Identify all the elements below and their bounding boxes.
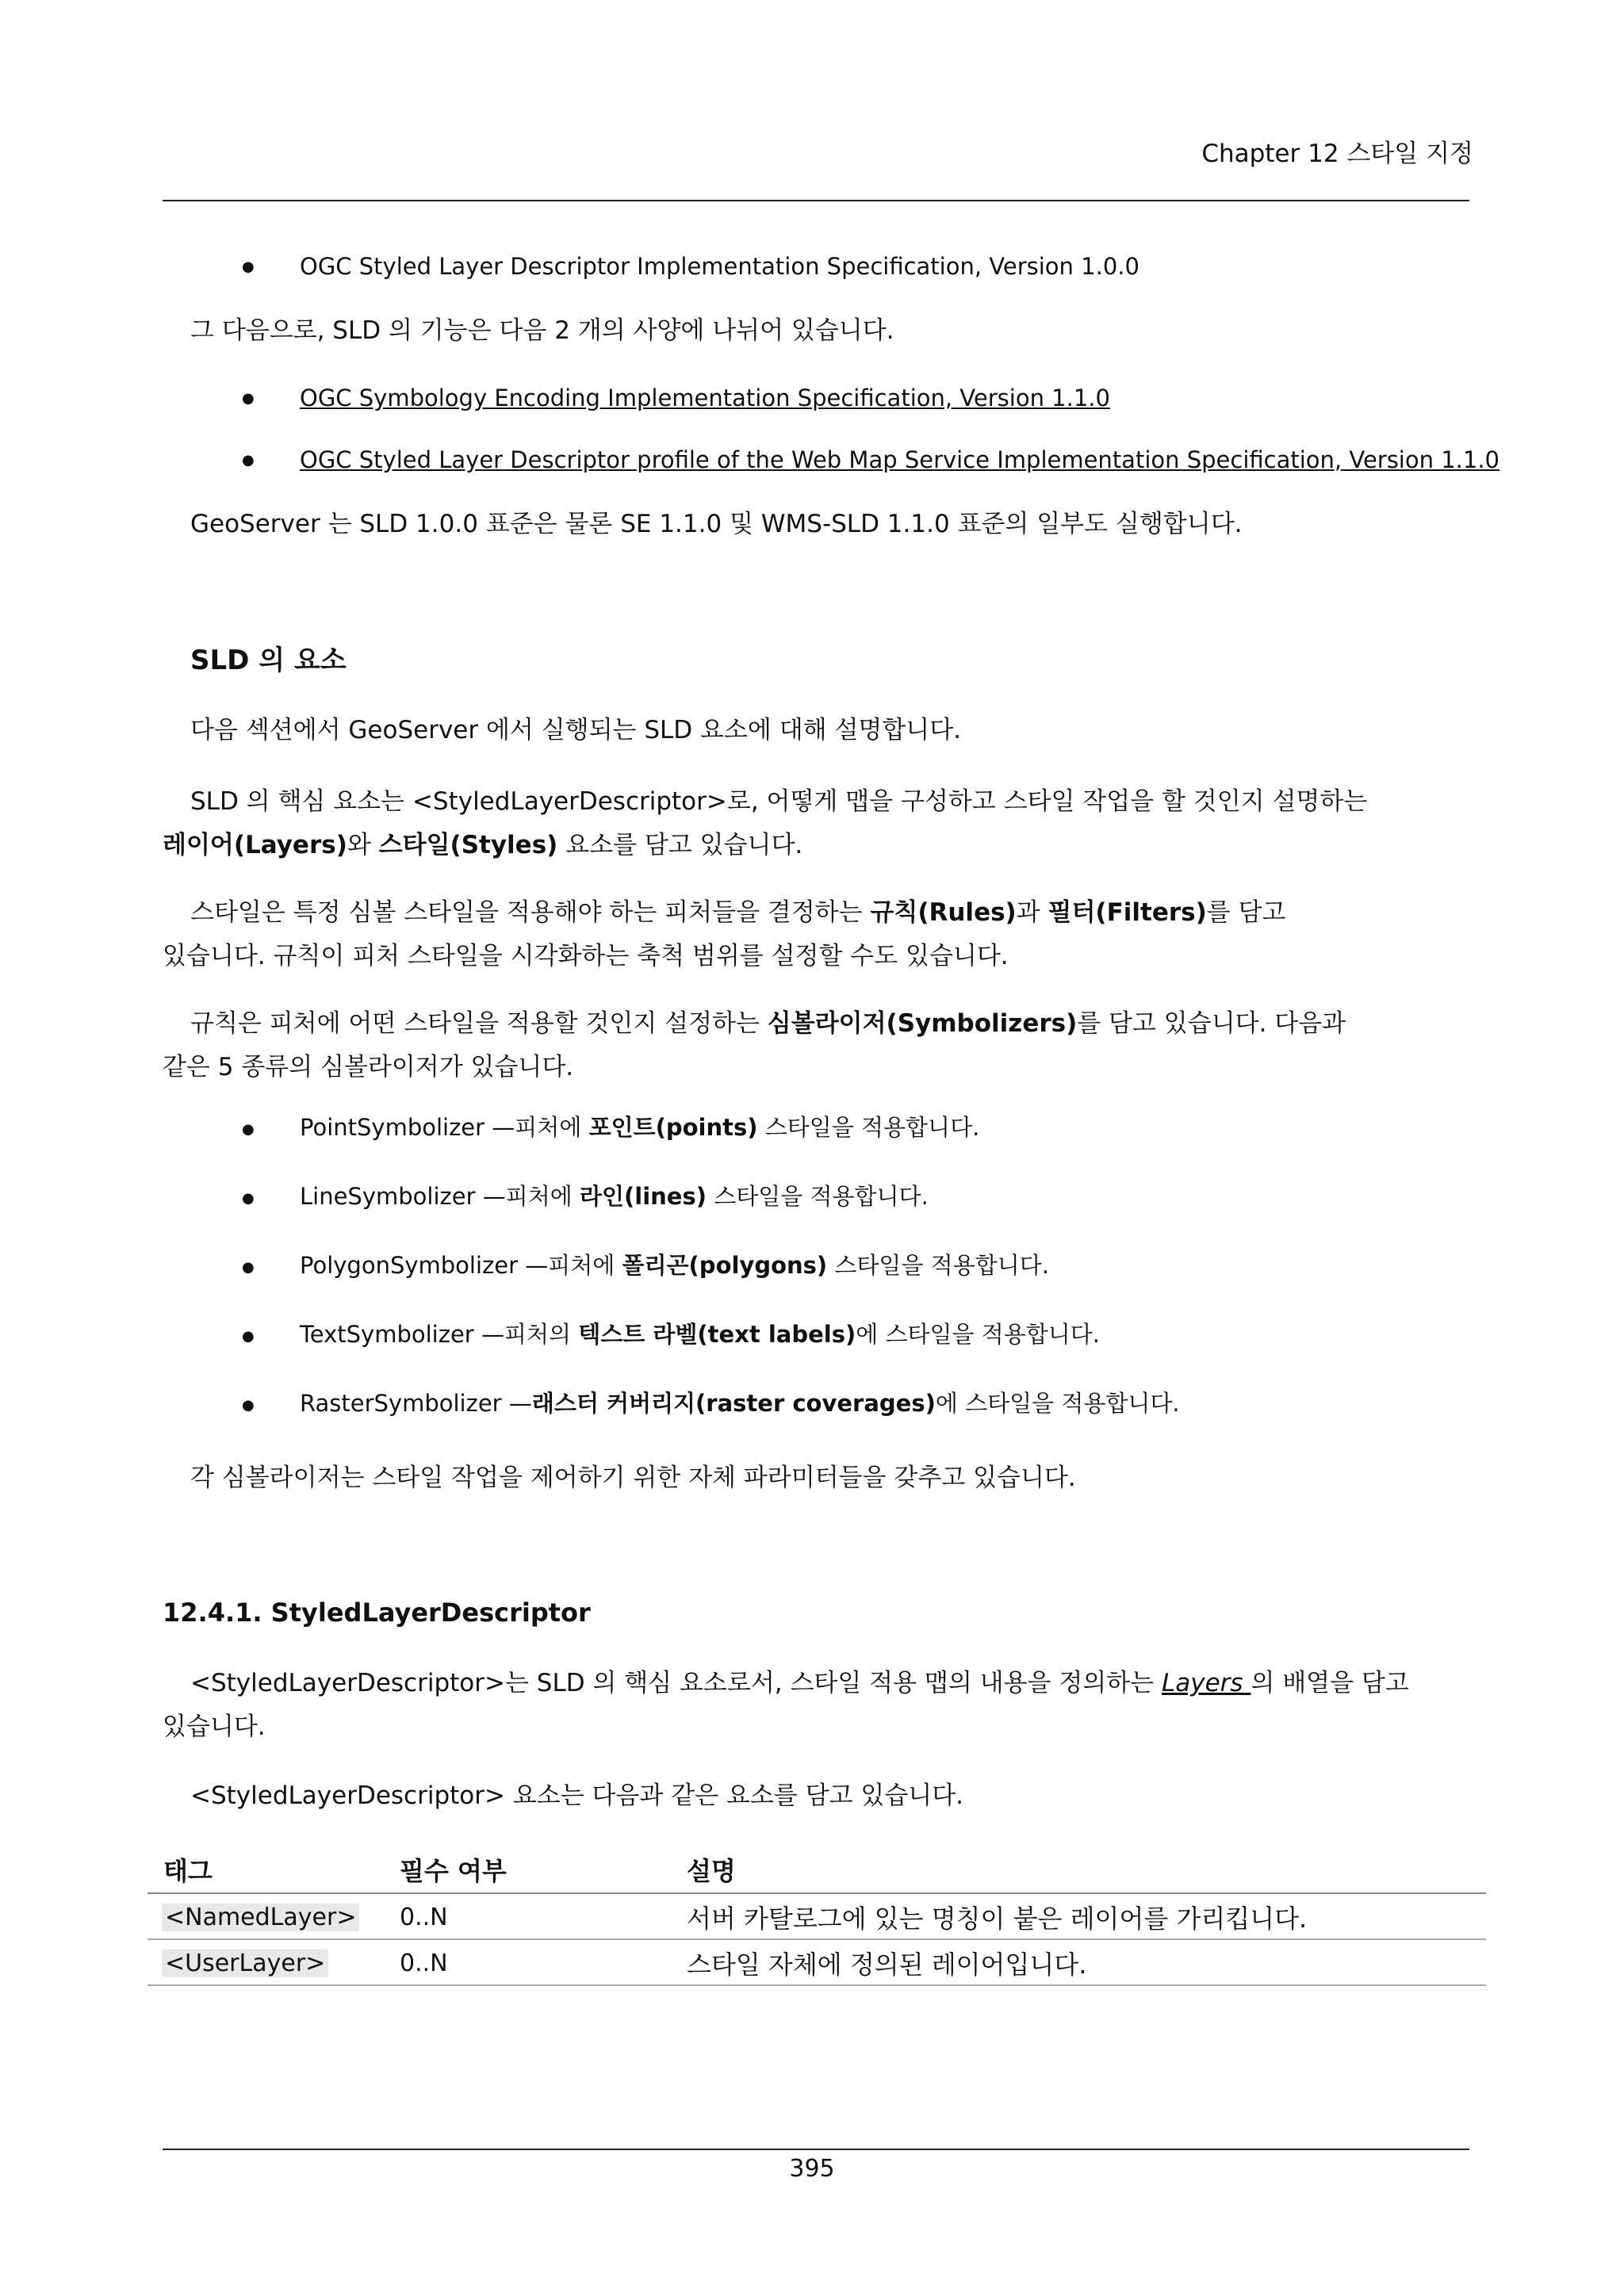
sld-core-line1: SLD 의 핵심 요소는 <StyledLayerDescriptor>로, 어떻게 맵을 구성하고 스타일 작업을 할 것인지 설명하는 — [190, 787, 1368, 816]
symbolizer-item: PolygonSymbolizer —피처에 폴리곤(polygons) 스타일을 적용합니다. — [300, 1252, 1049, 1279]
symbolizer-item: TextSymbolizer —피처의 텍스트 라벨(text labels)에 스타일을 적용합니다. — [300, 1321, 1101, 1348]
table-bottom-rule — [147, 1984, 1486, 1986]
table-row-rule — [147, 1938, 1486, 1940]
symbolizer-item: PointSymbolizer —피처에 포인트(points) 스타일을 적용합니다. — [300, 1114, 980, 1141]
sld-element-line2: 있습니다. — [163, 1712, 266, 1741]
sld-element-intro: <StyledLayerDescriptor> 요소는 다음과 같은 요소를 담고 있습니다. — [190, 1781, 964, 1810]
bullet-dot: ● — [242, 1121, 255, 1138]
sld-element-line1: <StyledLayerDescriptor>는 SLD 의 핵심 요소로서, 스타일 적용 맵의 내용을 정의하는 Layers 의 배열을 담고 — [190, 1669, 1409, 1697]
section-intro-paragraph: 다음 섹션에서 GeoServer 에서 실행되는 SLD 요소에 대해 설명합니다. — [190, 716, 962, 744]
subsection-heading: 12.4.1. StyledLayerDescriptor — [163, 1598, 591, 1628]
intro-bullet-text: OGC Styled Layer Descriptor Implementation Specification, Version 1.0.0 — [300, 253, 1139, 280]
symbolizer-item: RasterSymbolizer —래스터 커버리지(raster coverages)에 스타일을 적용합니다. — [300, 1390, 1180, 1417]
bold-term-styles: 스타일(Styles) — [378, 831, 558, 859]
bullet-dot: ● — [242, 1397, 255, 1414]
spec-link-sld-profile[interactable]: OGC Styled Layer Descriptor profile of the Web Map Service Implementation Specification, Version 1.1.0 — [300, 446, 1500, 473]
bold-term-layers: 레이어(Layers) — [163, 831, 347, 859]
chapter-header: Chapter 12 스타일 지정 — [1201, 140, 1473, 168]
table-header-description: 설명 — [687, 1856, 736, 1886]
table-cell-tag: <UserLayer> — [162, 1950, 328, 1977]
table-header-tag: 태그 — [163, 1856, 213, 1886]
table-cell-description: 스타일 자체에 정의된 레이어입니다. — [687, 1950, 1087, 1980]
rules-paragraph-line2: 같은 5 종류의 심볼라이저가 있습니다. — [163, 1053, 574, 1081]
table-cell-required: 0..N — [400, 1904, 448, 1931]
page-number: 395 — [789, 2155, 835, 2183]
spec-link-symbology[interactable]: OGC Symbology Encoding Implementation Specification, Version 1.1.0 — [300, 385, 1110, 411]
layers-link[interactable]: Layers — [1161, 1669, 1251, 1697]
styles-paragraph-line2: 있습니다. 규칙이 피처 스타일을 시각화하는 축척 범위를 설정할 수도 있습니다. — [163, 942, 1009, 970]
bold-term-filters: 필터(Filters) — [1048, 898, 1207, 927]
sld-core-line2: 레이어(Layers)와 스타일(Styles) 요소를 담고 있습니다. — [163, 831, 803, 859]
bullet-dot: ● — [242, 1328, 255, 1345]
spec-intro-paragraph: 그 다음으로, SLD 의 기능은 다음 2 개의 사양에 나뉘어 있습니다. — [190, 316, 894, 345]
rules-paragraph-line1: 규칙은 피처에 어떤 스타일을 적용할 것인지 설정하는 심볼라이저(Symbolizers)를 담고 있습니다. 다음과 — [190, 1009, 1346, 1038]
table-cell-description: 서버 카탈로그에 있는 명칭이 붙은 레이어를 가리킵니다. — [687, 1904, 1308, 1934]
section-heading: SLD 의 요소 — [190, 645, 347, 676]
footer-rule — [163, 2149, 1469, 2150]
bullet-dot: ● — [242, 1259, 255, 1276]
bold-term-symbolizers: 심볼라이저(Symbolizers) — [767, 1009, 1078, 1038]
bullet-dot: ● — [242, 258, 255, 275]
table-header-required: 필수 여부 — [400, 1856, 507, 1886]
bullet-dot: ● — [242, 1190, 255, 1207]
table-cell-tag: <NamedLayer> — [162, 1904, 359, 1931]
table-header-rule — [147, 1892, 1486, 1894]
bullet-dot: ● — [242, 390, 255, 407]
symbolizer-item: LineSymbolizer —피처에 라인(lines) 스타일을 적용합니다. — [300, 1183, 929, 1210]
header-rule — [163, 200, 1469, 201]
table-cell-required: 0..N — [400, 1950, 448, 1977]
bullet-dot: ● — [242, 452, 255, 469]
bold-term-rules: 규칙(Rules) — [870, 898, 1017, 927]
styles-paragraph-line1: 스타일은 특정 심볼 스타일을 적용해야 하는 피처들을 결정하는 규칙(Rules)과 필터(Filters)를 담고 — [190, 898, 1286, 927]
closing-paragraph: 각 심볼라이저는 스타일 작업을 제어하기 위한 자체 파라미터들을 갖추고 있습니다. — [190, 1464, 1076, 1492]
geoserver-paragraph: GeoServer 는 SLD 1.0.0 표준은 물론 SE 1.1.0 및 WMS-SLD 1.1.0 표준의 일부도 실행합니다. — [190, 510, 1243, 538]
